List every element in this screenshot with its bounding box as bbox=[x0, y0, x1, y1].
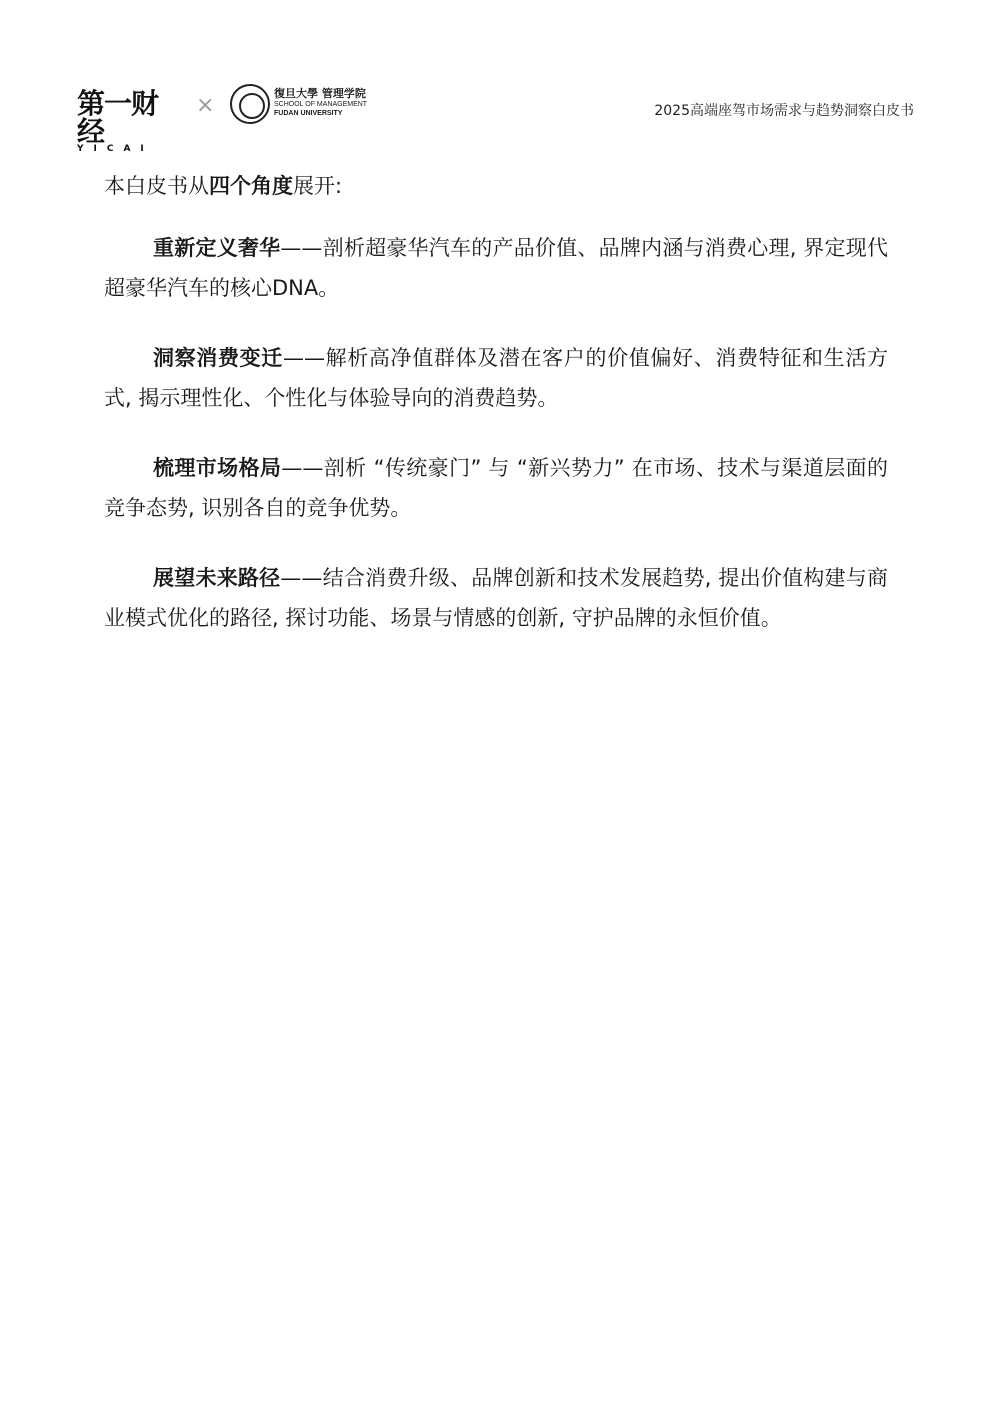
fudan-logo bbox=[230, 84, 370, 128]
section-text: ——剖析超豪华汽车的产品价值、品牌内涵与消费心理, 界定现代超豪华汽车的核心DNA。 bbox=[104, 236, 888, 300]
section-paragraph bbox=[104, 228, 888, 308]
section-paragraph bbox=[104, 558, 888, 638]
times-icon: × bbox=[196, 93, 215, 118]
section-paragraph bbox=[104, 448, 888, 528]
fudan-logo-text bbox=[274, 88, 367, 118]
section-text: ——结合消费升级、品牌创新和技术发展趋势, 提出价值构建与商业模式优化的路径, 探讨功能、场景与情感的创新, 守护品牌的永恒价值。 bbox=[104, 566, 888, 630]
section-heading: 洞察消费变迁 bbox=[153, 346, 283, 370]
page-header bbox=[0, 0, 992, 154]
section-heading: 梳理市场格局 bbox=[153, 456, 282, 480]
section-heading: 重新定义奢华 bbox=[153, 236, 281, 260]
fudan-seal-icon bbox=[230, 84, 270, 124]
intro-bold: 四个角度 bbox=[209, 174, 293, 198]
section-paragraph bbox=[104, 338, 888, 418]
section-text: ——解析高净值群体及潜在客户的价值偏好、消费特征和生活方式, 揭示理性化、个性化与体验导向的消费趋势。 bbox=[104, 346, 888, 410]
page-body bbox=[104, 166, 888, 668]
yicai-logo-cn: 第一财经 bbox=[77, 87, 159, 148]
running-title: 2025高端座驾市场需求与趋势洞察白皮书 bbox=[654, 103, 914, 119]
section-heading: 展望未来路径 bbox=[153, 566, 281, 590]
intro-paragraph bbox=[104, 166, 888, 206]
fudan-logo-cn: 復旦大學 管理学院 bbox=[274, 87, 366, 100]
yicai-logo bbox=[77, 87, 182, 154]
yicai-logo-en: YICAI bbox=[77, 144, 154, 154]
intro-after: 展开: bbox=[293, 174, 343, 198]
intro-before: 本白皮书从 bbox=[104, 174, 209, 198]
fudan-logo-en-university: FUDAN UNIVERSITY bbox=[274, 110, 343, 117]
section-text: ——剖析 “传统豪门” 与 “新兴势力” 在市场、技术与渠道层面的竞争态势, 识别各自的竞争优势。 bbox=[104, 456, 889, 520]
fudan-logo-en-school: SCHOOL OF MANAGEMENT bbox=[274, 101, 368, 108]
